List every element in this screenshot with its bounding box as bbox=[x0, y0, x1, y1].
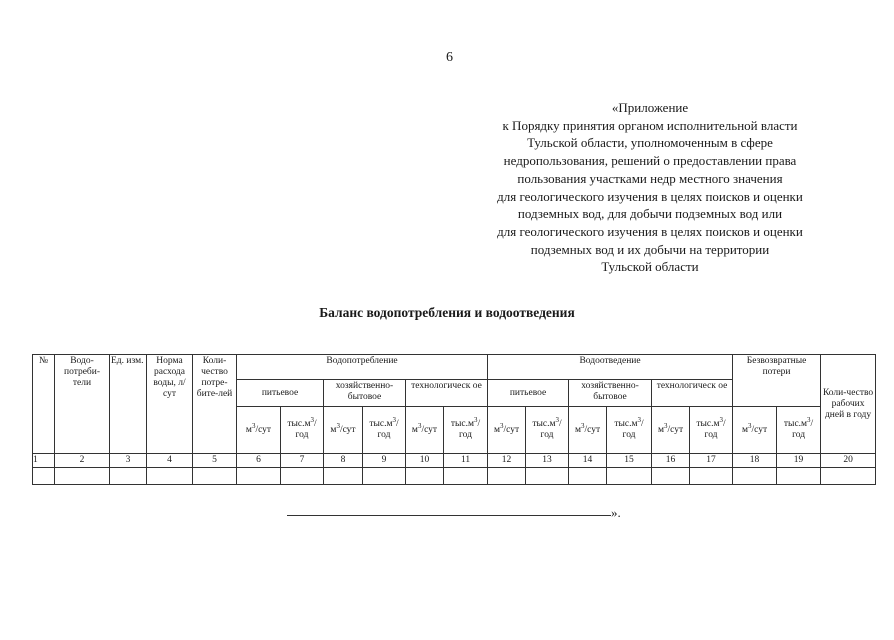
column-number: 5 bbox=[193, 454, 237, 468]
header-disposal: Водоотведение bbox=[488, 355, 733, 380]
column-number: 4 bbox=[147, 454, 193, 468]
table-cell[interactable] bbox=[488, 468, 526, 485]
unit-text: / год bbox=[792, 419, 814, 440]
sub-drinking-disposal: питьевое bbox=[488, 380, 569, 407]
unit-text: тыс.м bbox=[696, 419, 720, 429]
unit-cell: $тыс.м^3/$ год bbox=[607, 407, 652, 454]
appendix-line: «Приложение bbox=[611, 100, 689, 115]
header-unit: Ед. изм. bbox=[110, 355, 147, 454]
table-cell[interactable] bbox=[147, 468, 193, 485]
table-cell[interactable] bbox=[237, 468, 281, 485]
unit-text: м bbox=[411, 424, 418, 435]
unit-cell: $тыс.м^3/$ год bbox=[690, 407, 733, 454]
sub-household-disposal: хозяйственно-бытовое bbox=[569, 380, 652, 407]
header-no: № bbox=[33, 355, 55, 454]
unit-text: тыс.м bbox=[614, 419, 638, 429]
unit-text: м bbox=[574, 424, 581, 435]
unit-text: / год bbox=[704, 419, 726, 440]
appendix-line: для геологического изучения в целях поисков и оценки bbox=[497, 223, 803, 239]
unit-text: м bbox=[330, 424, 337, 435]
column-number: 19 bbox=[777, 454, 821, 468]
column-number: 6 bbox=[237, 454, 281, 468]
appendix-line: пользования участками недр местного значения bbox=[517, 170, 783, 186]
table-cell[interactable] bbox=[324, 468, 363, 485]
appendix-line: недропользования, решений о предоставлении права bbox=[503, 153, 797, 169]
unit-text: /сут bbox=[339, 424, 356, 435]
unit-text: м bbox=[245, 424, 252, 435]
table-cell[interactable] bbox=[444, 468, 488, 485]
column-number: 1 bbox=[33, 454, 55, 468]
unit-text: / год bbox=[377, 419, 399, 440]
table-cell[interactable] bbox=[55, 468, 110, 485]
header-count: Коли-чество потре-бите-лей bbox=[193, 355, 237, 454]
unit-cell: $тыс.м^3/$ год bbox=[777, 407, 821, 454]
column-number: 12 bbox=[488, 454, 526, 468]
appendix-line: к Порядку принятия органом исполнительной власти bbox=[502, 117, 798, 133]
signature-line bbox=[287, 515, 611, 516]
unit-text: / год bbox=[622, 419, 644, 440]
unit-text: /сут bbox=[503, 424, 520, 435]
unit-cell: $тыс.м^3/$ год bbox=[444, 407, 488, 454]
unit-cell: $м^3$/сут bbox=[237, 407, 281, 454]
table-cell[interactable] bbox=[821, 468, 876, 485]
column-number: 8 bbox=[324, 454, 363, 468]
unit-cell: $тыс.м^3/$ год bbox=[363, 407, 406, 454]
column-number: 7 bbox=[281, 454, 324, 468]
table-cell[interactable] bbox=[569, 468, 607, 485]
column-number: 9 bbox=[363, 454, 406, 468]
unit-text: м bbox=[657, 424, 664, 435]
table-row bbox=[33, 468, 876, 485]
sub-technological-disposal: технологическ ое bbox=[652, 380, 733, 407]
column-number: 10 bbox=[406, 454, 444, 468]
table-cell[interactable] bbox=[363, 468, 406, 485]
header-workdays: Коли-чество рабочих дней в году bbox=[821, 355, 876, 454]
table-cell[interactable] bbox=[110, 468, 147, 485]
unit-text: /сут bbox=[421, 424, 438, 435]
header-norm: Норма расхода воды, л/сут bbox=[147, 355, 193, 454]
unit-text: / год bbox=[459, 419, 481, 440]
unit-cell: $м^3$/сут bbox=[652, 407, 690, 454]
table-cell[interactable] bbox=[33, 468, 55, 485]
column-number: 11 bbox=[444, 454, 488, 468]
unit-text: /сут bbox=[584, 424, 601, 435]
appendix-line: Тульской области, уполномоченным в сфере bbox=[527, 135, 773, 151]
header-losses: Безвозвратные потери bbox=[733, 355, 821, 407]
appendix-line: для геологического изучения в целях поисков и оценки bbox=[497, 188, 803, 204]
unit-text: тыс.м bbox=[369, 419, 393, 429]
table-cell[interactable] bbox=[690, 468, 733, 485]
unit-text: /сут bbox=[751, 424, 768, 435]
appendix-line: подземных вод, для добычи подземных вод или bbox=[517, 206, 783, 222]
table-cell[interactable] bbox=[526, 468, 569, 485]
unit-cell: $м^3$/сут bbox=[324, 407, 363, 454]
header-consumers: Водо-потреби-тели bbox=[55, 355, 110, 454]
unit-text: тыс.м bbox=[783, 419, 808, 429]
unit-cell: $м^3$/сут bbox=[733, 407, 777, 454]
column-number: 14 bbox=[569, 454, 607, 468]
unit-text: / год bbox=[540, 419, 562, 440]
column-number: 16 bbox=[652, 454, 690, 468]
table-title: Баланс водопотребления и водоотведения bbox=[319, 305, 575, 320]
table-cell[interactable] bbox=[733, 468, 777, 485]
table-cell[interactable] bbox=[406, 468, 444, 485]
appendix-line: подземных вод и их добычи на территории bbox=[530, 241, 770, 257]
unit-text: тыс.м bbox=[532, 419, 556, 429]
column-number: 17 bbox=[690, 454, 733, 468]
sub-drinking-consumption: питьевое bbox=[237, 380, 324, 407]
table-cell[interactable] bbox=[281, 468, 324, 485]
column-number: 13 bbox=[526, 454, 569, 468]
page-number: 6 bbox=[446, 50, 453, 65]
sub-technological-consumption: технологическ ое bbox=[406, 380, 488, 407]
table-cell[interactable] bbox=[777, 468, 821, 485]
table-cell[interactable] bbox=[652, 468, 690, 485]
column-number: 18 bbox=[733, 454, 777, 468]
unit-cell: $тыс.м^3/$ год bbox=[526, 407, 569, 454]
unit-text: тыс.м bbox=[287, 419, 311, 429]
unit-text: /сут bbox=[255, 424, 272, 435]
column-number: 2 bbox=[55, 454, 110, 468]
balance-table bbox=[32, 354, 876, 485]
sub-household-consumption: хозяйственно-бытовое bbox=[324, 380, 406, 407]
column-number: 20 bbox=[821, 454, 876, 468]
table-cell[interactable] bbox=[193, 468, 237, 485]
appendix-header bbox=[440, 99, 860, 276]
header-consumption: Водопотребление bbox=[237, 355, 488, 380]
unit-cell: $м^3$/сут bbox=[569, 407, 607, 454]
unit-text: /сут bbox=[667, 424, 684, 435]
unit-cell: $м^3$/сут bbox=[406, 407, 444, 454]
closing-mark: ». bbox=[611, 505, 621, 520]
unit-text: тыс.м bbox=[450, 419, 475, 429]
unit-cell: $тыс.м^3/$ год bbox=[281, 407, 324, 454]
unit-cell: $м^3$/сут bbox=[488, 407, 526, 454]
unit-text: м bbox=[493, 424, 500, 435]
column-number: 15 bbox=[607, 454, 652, 468]
unit-text: м bbox=[741, 424, 748, 435]
appendix-line: Тульской области bbox=[601, 259, 699, 275]
column-number: 3 bbox=[110, 454, 147, 468]
unit-text: / год bbox=[295, 419, 317, 440]
table-cell[interactable] bbox=[607, 468, 652, 485]
